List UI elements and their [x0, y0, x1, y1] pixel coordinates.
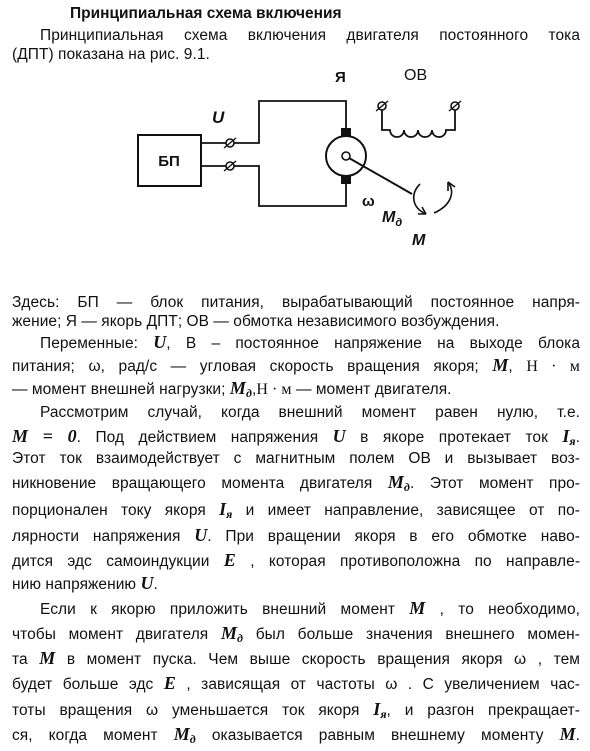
- para4-line-4: будет больше эдс E , зависящая от частоты ω . С увеличением час-: [12, 673, 581, 693]
- omega-label: ω: [362, 193, 375, 210]
- intro-line-1: Принципиальная схема включения двигателя постоянного тока: [40, 27, 580, 44]
- para3-line-2: M = 0. Под действием напряжения U в якоре протекает ток $I_я$.: [12, 426, 581, 448]
- para1-line-1: Здесь: БП — блок питания, вырабатывающий постоянное напря-: [12, 294, 580, 311]
- para3-line-5: порционален току якоря $I_я$ и имеет направление, зависящее от по-: [12, 499, 581, 521]
- shaft-line: [349, 158, 412, 194]
- load-torque-label: M: [412, 232, 426, 249]
- para2-line-3: — момент внешней нагрузки; $M_д,Н \cdot м$ — момент двигателя.: [12, 378, 452, 400]
- armature-label: Я: [335, 69, 346, 86]
- para4-line-6: ся, когда момент $M_д$ оказывается равным внешнему моменту M.: [12, 724, 580, 746]
- para3-line-8: нию напряжению U.: [12, 573, 158, 593]
- brush-bottom: [341, 176, 351, 184]
- para4-line-3: та M в момент пуска. Чем выше скорость вращения якоря ω , тем: [12, 648, 580, 668]
- wire-top-loop: [234, 101, 346, 143]
- brush-top: [341, 128, 351, 136]
- para2-line-2: питания; ω, рад/с — угловая скорость вращения якоря; M, Н · м: [12, 355, 580, 375]
- para4-line-1: Если к якорю приложить внешний момент M , то необходимо,: [40, 598, 580, 618]
- load-torque-arrow: [434, 182, 452, 213]
- para3-line-7: дится эдс самоиндукции E , которая противоположна по направле-: [12, 550, 581, 570]
- wire-bottom-loop: [234, 166, 346, 206]
- para3-line-4: никновение вращающего момента двигателя $M_д$. Этот момент про-: [12, 472, 581, 494]
- field-winding-coil: [382, 110, 455, 137]
- voltage-label: U: [212, 108, 225, 127]
- intro-line-2: (ДПТ) показана на рис. 9.1.: [12, 46, 210, 63]
- field-winding-label: ОВ: [404, 67, 428, 84]
- para2-line-1: Переменные: U, В – постоянное напряжение на выходе блока: [40, 332, 580, 352]
- motor-torque-label: $M_д$: [382, 209, 403, 229]
- para3-line-6: лярности напряжения U. При вращении якоря в его обмотке наво-: [12, 525, 581, 545]
- para3-line-1: Рассмотрим случай, когда внешний момент равен нулю, т.е.: [40, 404, 580, 421]
- para4-line-5: тоты вращения ω уменьшается ток якоря $I_я$, и разгон прекращает-: [12, 699, 580, 721]
- power-supply-label: БП: [158, 153, 180, 170]
- para1-line-2: жение; Я — якорь ДПТ; ОВ — обмотка независимого возбуждения.: [12, 313, 500, 330]
- para4-line-2: чтобы момент двигателя $M_д$ был больше значения внешнего момен-: [12, 623, 580, 645]
- section-heading: Принципиальная схема включения: [70, 5, 342, 22]
- para3-line-3: Этот ток взаимодействует с магнитным полем ОВ и вызывает воз-: [12, 450, 580, 467]
